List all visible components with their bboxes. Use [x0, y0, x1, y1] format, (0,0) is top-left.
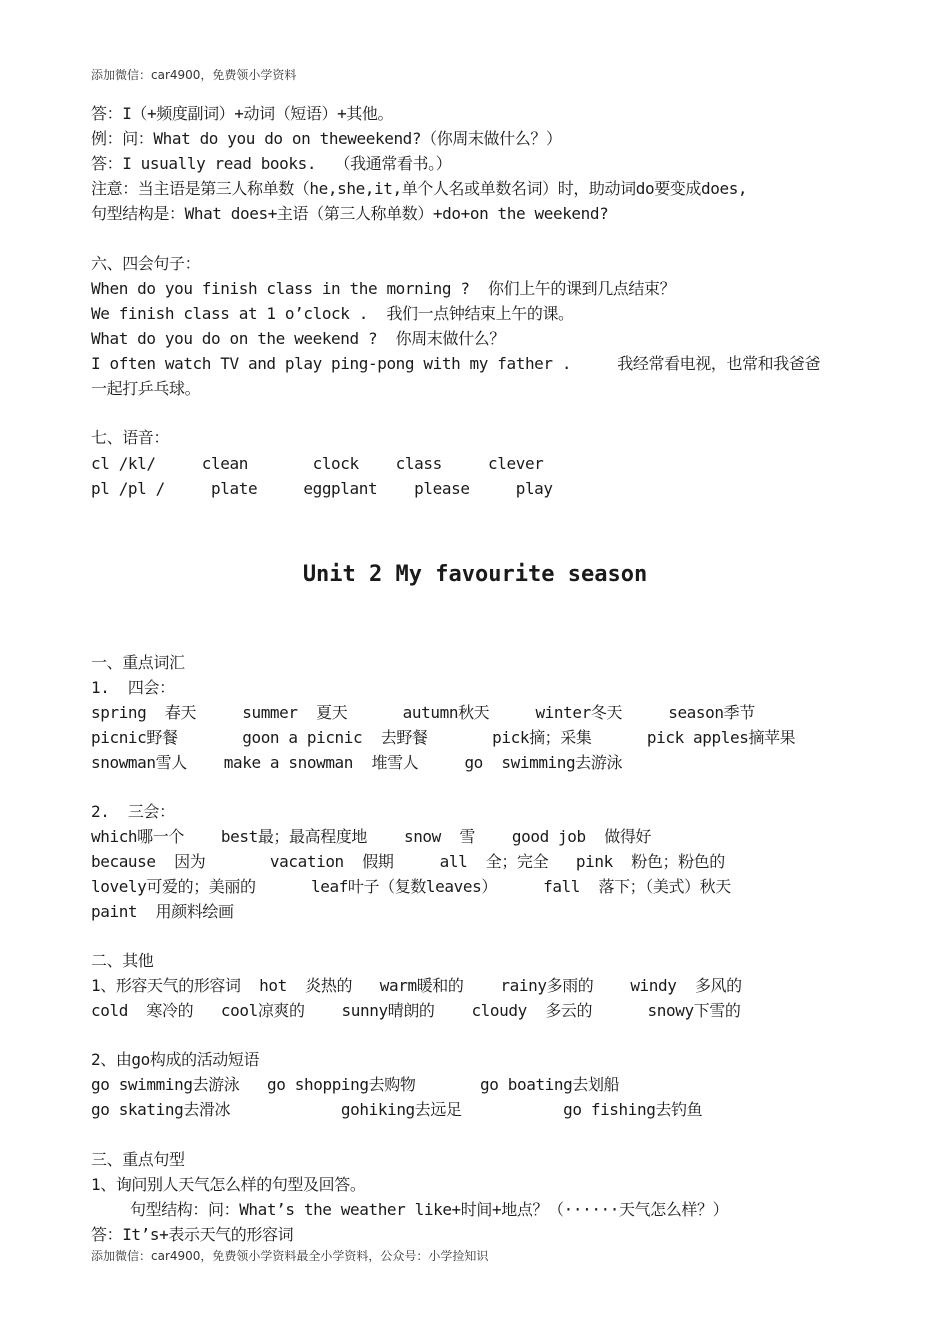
- text-line: go skating去滑冰 gohiking去远足 go fishing去钓鱼: [91, 1100, 703, 1119]
- page-header: 添加微信：car4900，免费领小学资料: [91, 68, 297, 82]
- text-line: go swimming去游泳 go shopping去购物 go boating去划船: [91, 1075, 620, 1094]
- text-line: 例：问：What do you do on theweekend?（你周末做什么？）: [91, 129, 562, 148]
- section-heading: 二、其他: [91, 951, 154, 970]
- text-line: 一起打乒乓球。: [91, 379, 201, 398]
- text-line: 答：It’s+表示天气的形容词: [91, 1225, 294, 1244]
- text-line: 2、由go构成的活动短语: [91, 1050, 260, 1069]
- page-footer: 添加微信：car4900，免费领小学资料最全小学资料，公众号：小学捡知识: [91, 1249, 489, 1263]
- text-line: which哪一个 best最；最高程度地 snow 雪 good job 做得好: [91, 827, 652, 846]
- section-heading: 七、语音：: [91, 428, 170, 447]
- text-line: I often watch TV and play ping-pong with my father . 我经常看电视，也常和我爸爸: [91, 354, 821, 373]
- text-line: 句型结构是：What does+主语（第三人称单数）+do+on the weekend?: [91, 204, 609, 223]
- text-line: 2. 三会：: [91, 802, 175, 821]
- section-heading: 六、四会句子：: [91, 254, 201, 273]
- text-line: 句型结构：问：What’s the weather like+时间+地点？（······天气怎么样？）: [130, 1200, 729, 1219]
- text-line: lovely可爱的；美丽的 leaf叶子（复数leaves） fall 落下；（美式）秋天: [91, 877, 731, 896]
- text-line: paint 用颜料绘画: [91, 902, 234, 921]
- text-line: 答：I（+频度副词）+动词（短语）+其他。: [91, 104, 394, 123]
- section-heading: 三、重点句型: [91, 1150, 185, 1169]
- text-line: pl /pl / plate eggplant please play: [91, 479, 553, 498]
- section-heading: 一、重点词汇: [91, 653, 185, 672]
- text-line: spring 春天 summer 夏天 autumn秋天 winter冬天 season季节: [91, 703, 755, 722]
- text-line: cold 寒冷的 cool凉爽的 sunny晴朗的 cloudy 多云的 snowy下雪的: [91, 1001, 741, 1020]
- text-line: cl /kl/ clean clock class clever: [91, 454, 544, 473]
- unit-title: Unit 2 My favourite season: [302, 562, 648, 587]
- text-line: What do you do on the weekend ? 你周末做什么？: [91, 329, 505, 348]
- text-line: 1、形容天气的形容词 hot 炎热的 warm暖和的 rainy多雨的 windy 多风的: [91, 976, 742, 995]
- text-line: When do you finish class in the morning ? 你们上午的课到几点结束？: [91, 279, 676, 298]
- text-line: 1、询问别人天气怎么样的句型及回答。: [91, 1175, 366, 1194]
- text-line: 注意：当主语是第三人称单数（he,she,it,单个人名或单数名词）时，助动词do要变成does,: [91, 179, 748, 198]
- text-line: 答：I usually read books. （我通常看书。）: [91, 154, 452, 173]
- text-line: 1. 四会：: [91, 678, 175, 697]
- text-line: picnic野餐 goon a picnic 去野餐 pick摘；采集 pick apples摘苹果: [91, 728, 796, 747]
- text-line: because 因为 vacation 假期 all 全；完全 pink 粉色；粉色的: [91, 852, 725, 871]
- text-line: snowman雪人 make a snowman 堆雪人 go swimming去游泳: [91, 753, 623, 772]
- text-line: We finish class at 1 o’clock . 我们一点钟结束上午的课。: [91, 304, 574, 323]
